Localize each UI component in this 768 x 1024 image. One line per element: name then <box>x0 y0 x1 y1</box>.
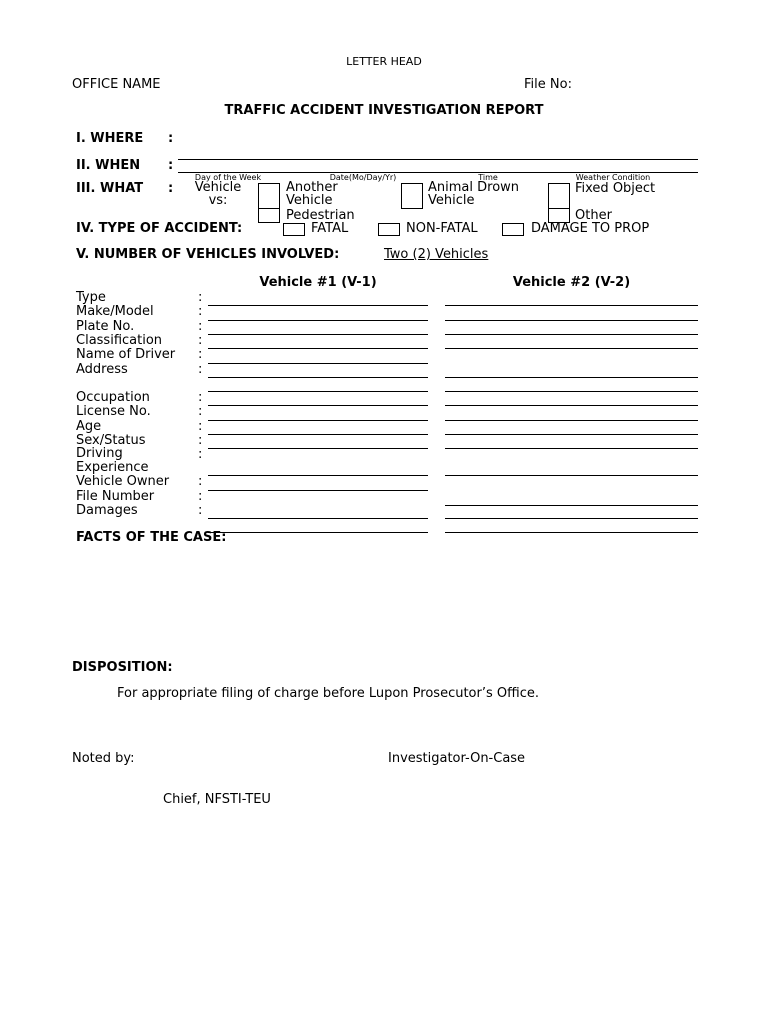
file-no-label: File No: <box>524 77 572 92</box>
pedestrian-checkbox[interactable] <box>258 208 280 223</box>
field-name-of-driver: Name of Driver <box>76 347 176 362</box>
when-colon: : <box>168 158 174 173</box>
v2-address-line-2[interactable] <box>445 391 698 392</box>
letter-head: LETTER HEAD <box>346 55 422 68</box>
v2-address-line[interactable] <box>445 377 698 378</box>
field-make-model: Make/Model <box>76 304 154 319</box>
v2-classification-line[interactable] <box>445 348 698 349</box>
what-colon: : <box>168 181 174 196</box>
v2-damages-line[interactable] <box>445 518 698 519</box>
colon: : <box>198 433 203 448</box>
v1-driving-experience-line[interactable] <box>208 475 428 476</box>
field-age: Age <box>76 419 102 434</box>
where-line[interactable] <box>178 159 698 160</box>
vehicle-2-header: Vehicle #2 (V-2) <box>512 275 631 290</box>
colon: : <box>198 319 203 334</box>
v2-file-number-line[interactable] <box>445 505 698 506</box>
field-sex-status: Sex/Status <box>76 433 146 448</box>
another-vehicle-label: Another Vehicle <box>286 180 338 208</box>
fixed-object-label: Fixed Object <box>575 181 656 196</box>
field-file-number: File Number <box>76 489 155 504</box>
noted-by-label: Noted by: <box>72 751 135 766</box>
v1-damages-line-2[interactable] <box>208 532 428 533</box>
colon: : <box>198 347 203 362</box>
fatal-checkbox[interactable] <box>283 223 305 236</box>
field-address: Address <box>76 362 128 377</box>
damage-to-prop-checkbox[interactable] <box>502 223 524 236</box>
v1-license-no-line[interactable] <box>208 420 428 421</box>
v1-make-model-line[interactable] <box>208 320 428 321</box>
v1-name-of-driver-line[interactable] <box>208 363 428 364</box>
disposition-text: For appropriate filing of charge before Lupon Prosecutor’s Office. <box>117 686 539 701</box>
field-type: Type <box>76 290 106 305</box>
vehicle-1-header: Vehicle #1 (V-1) <box>259 275 377 290</box>
v1-type-line[interactable] <box>208 305 428 306</box>
fixed-object-checkbox[interactable] <box>548 183 570 209</box>
colon: : <box>198 333 203 348</box>
type-of-accident-label: IV. TYPE OF ACCIDENT: <box>76 221 243 236</box>
pedestrian-label: Pedestrian <box>286 208 355 223</box>
v2-sex-status-line[interactable] <box>445 448 698 449</box>
non-fatal-label: NON-FATAL <box>406 221 478 236</box>
colon: : <box>198 489 203 504</box>
vehicle-vs-label: Vehicle vs: <box>194 180 242 208</box>
animal-drown-vehicle-checkbox[interactable] <box>401 183 423 209</box>
v2-occupation-line[interactable] <box>445 405 698 406</box>
investigator-label: Investigator-On-Case <box>388 751 526 766</box>
field-classification: Classification <box>76 333 163 348</box>
colon: : <box>198 474 203 489</box>
v1-vehicle-owner-line[interactable] <box>208 490 428 491</box>
colon: : <box>198 362 203 377</box>
non-fatal-checkbox[interactable] <box>378 223 400 236</box>
field-damages: Damages <box>76 503 138 518</box>
colon: : <box>198 419 203 434</box>
v1-age-line[interactable] <box>208 434 428 435</box>
v1-address-line[interactable] <box>208 377 428 378</box>
v2-damages-line-2[interactable] <box>445 532 698 533</box>
v2-license-no-line[interactable] <box>445 420 698 421</box>
day-of-week-label: Day of the Week <box>194 173 262 182</box>
v1-damages-line[interactable] <box>208 518 428 519</box>
vehicles-involved-label: V. NUMBER OF VEHICLES INVOLVED: <box>76 247 340 262</box>
v2-make-model-line[interactable] <box>445 320 698 321</box>
v2-plate-no-line[interactable] <box>445 334 698 335</box>
disposition-label: DISPOSITION: <box>72 660 173 675</box>
field-vehicle-owner: Vehicle Owner <box>76 474 170 489</box>
colon: : <box>198 290 203 305</box>
field-driving-experience: Driving Experience <box>76 446 149 475</box>
colon: : <box>198 304 203 319</box>
weather-label: Weather Condition <box>575 173 651 182</box>
v1-occupation-line[interactable] <box>208 405 428 406</box>
facts-label: FACTS OF THE CASE: <box>76 530 227 545</box>
chief-label: Chief, NFSTI-TEU <box>163 792 271 807</box>
colon: : <box>198 447 203 462</box>
v1-classification-line[interactable] <box>208 348 428 349</box>
colon: : <box>198 404 203 419</box>
vehicles-involved-value: Two (2) Vehicles <box>384 247 489 262</box>
colon: : <box>198 390 203 405</box>
v1-address-line-2[interactable] <box>208 391 428 392</box>
v2-driving-experience-line[interactable] <box>445 475 698 476</box>
animal-drown-vehicle-label: Animal Drown Vehicle <box>428 180 520 208</box>
v1-sex-status-line[interactable] <box>208 448 428 449</box>
v1-plate-no-line[interactable] <box>208 334 428 335</box>
office-name: OFFICE NAME <box>72 77 161 92</box>
where-colon: : <box>168 131 174 146</box>
field-license-no: License No. <box>76 404 151 419</box>
v2-type-line[interactable] <box>445 305 698 306</box>
fatal-label: FATAL <box>311 221 349 236</box>
field-occupation: Occupation <box>76 390 150 405</box>
time-label: Time <box>478 173 498 182</box>
report-title: TRAFFIC ACCIDENT INVESTIGATION REPORT <box>224 103 544 118</box>
another-vehicle-checkbox[interactable] <box>258 183 280 209</box>
date-label: Date(Mo/Day/Yr) <box>329 173 397 182</box>
other-label: Other <box>575 208 612 223</box>
where-label: I. WHERE <box>76 131 144 146</box>
what-label: III. WHAT <box>76 181 144 196</box>
damage-to-prop-label: DAMAGE TO PROP <box>531 221 650 236</box>
field-plate-no: Plate No. <box>76 319 135 334</box>
when-label: II. WHEN <box>76 158 141 173</box>
v2-age-line[interactable] <box>445 434 698 435</box>
colon: : <box>198 503 203 518</box>
